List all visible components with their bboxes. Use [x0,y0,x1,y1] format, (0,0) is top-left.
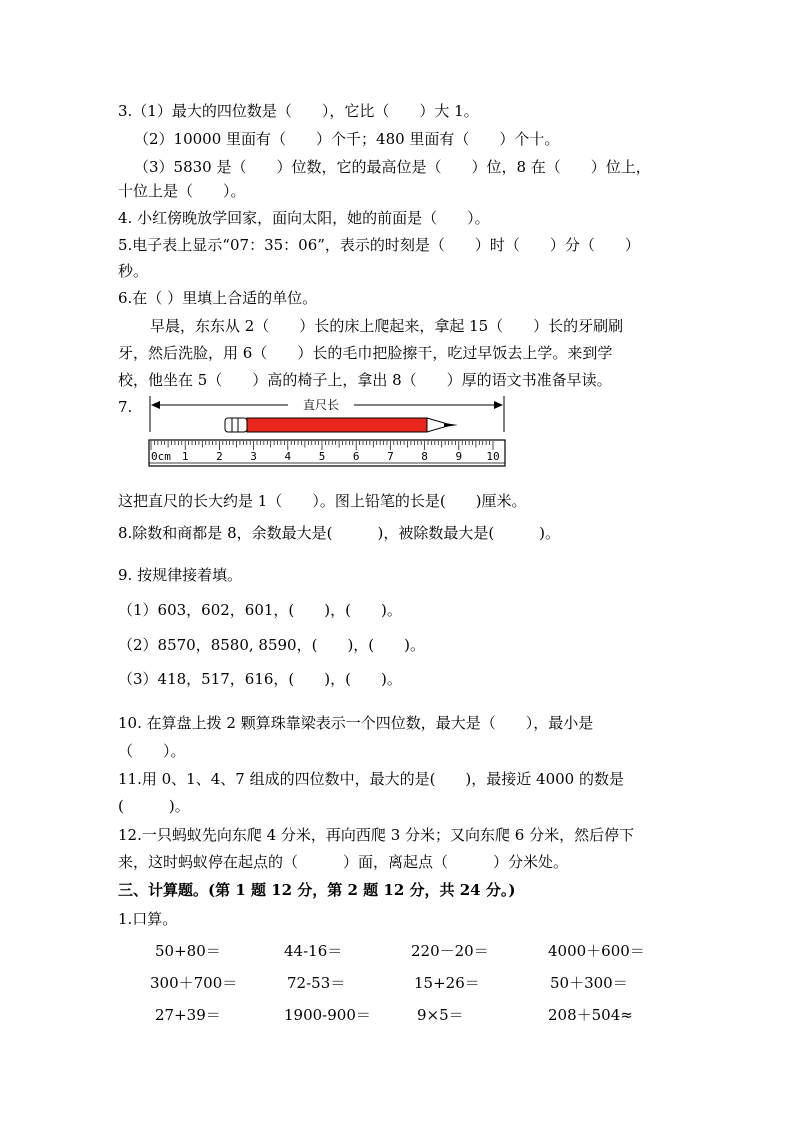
calc-item: 300＋700＝ [150,974,238,992]
q7-number: 7. [118,398,133,416]
ruler-number: 10 [486,450,500,463]
q12-line-1: 12.一只蚂蚁先向东爬 4 分米，再向西爬 3 分米；又向东爬 6 分米，然后停下 [118,826,635,844]
q9-item-3: （3）418，517，616，( )，( )。 [118,670,402,688]
calc-item: 27+39＝ [155,1006,221,1024]
q6-title: 6.在（ ）里填上合适的单位。 [118,289,318,307]
q6-line-3: 校，他坐在 5（ ）高的椅子上，拿出 8（ ）厚的语文书准备早读。 [118,371,612,389]
calc-item: 9×5＝ [417,1006,464,1024]
ruler-number: 9 [455,450,463,463]
calc-item: 15+26＝ [414,974,480,992]
calc-item: 44-16＝ [284,942,343,960]
pencil-image [225,418,458,432]
q4-text: 4. 小红傍晚放学回家，面向太阳，她的前面是（ ）。 [118,209,490,227]
calc-item: 208＋504≈ [548,1006,633,1024]
q11-line-2: ( )。 [118,797,190,815]
q3-line-4: 十位上是（ ）。 [118,182,246,200]
calc-item: 72-53＝ [287,974,346,992]
ruler-number: 4 [284,450,292,463]
ruler-number: 1 [181,450,189,463]
q8-text: 8.除数和商都是 8，余数最大是( )，被除数最大是( )。 [118,524,561,542]
ruler-number: 2 [216,450,223,463]
q7-question-text: 这把直尺的长大约是 1（ ）。图上铅笔的长是( )厘米。 [118,492,527,510]
calc-item: 1900-900＝ [284,1006,371,1024]
q3-line-3: （3）5830 是（ ）位数，它的最高位是（ ）位，8 在（ ）位上， [134,158,651,176]
calc-item: 220－20＝ [411,942,489,960]
q9-item-1: （1）603，602，601，( )，( )。 [118,601,402,619]
ruler-unit-label: 0cm [151,450,171,463]
q5-line-2: 秒。 [118,262,149,280]
section-3-title: 三、计算题。(第 1 题 12 分，第 2 题 12 分，共 24 分。) [118,881,516,899]
section-3-sub1: 1.口算。 [118,910,178,928]
q3-line-2: （2）10000 里面有（ ）个千；480 里面有（ ）个十。 [134,130,560,148]
ruler-number: 6 [352,450,360,463]
q6-line-1: 早晨，东东从 2（ ）长的床上爬起来，拿起 15（ ）长的牙刷刷 [150,317,624,335]
ruler-number: 7 [387,450,394,463]
calc-item: 4000＋600＝ [548,942,645,960]
q10-line-1: 10. 在算盘上拨 2 颗算珠靠梁表示一个四位数，最大是（ ），最小是 [118,714,594,732]
q9-item-2: （2）8570，8580, 8590，( )，( )。 [118,636,426,654]
q11-line-1: 11.用 0、1、4、7 组成的四位数中，最大的是( )，最接近 4000 的数是 [118,770,624,788]
q9-title: 9. 按规律接着填。 [118,566,243,584]
calc-item: 50+80＝ [155,942,221,960]
q3-line-1: 3.（1）最大的四位数是（ ），它比（ ）大 1。 [118,102,479,120]
q6-line-2: 牙，然后洗脸，用 6（ ）长的毛巾把脸擦干，吃过早饭去上学。来到学 [118,344,613,362]
q10-line-2: （ ）。 [118,742,186,760]
q12-line-2: 来，这时蚂蚁停在起点的（ ）面，离起点（ ）分米处。 [118,853,569,871]
ruler-number: 5 [318,450,326,463]
ruler-number: 8 [421,450,428,463]
ruler-number: 3 [250,450,257,463]
calc-item: 50＋300＝ [550,974,628,992]
q5-line-1: 5.电子表上显示“07：35：06”，表示的时刻是（ ）时（ ）分（ ） [118,236,640,254]
ruler-pencil-figure [148,396,508,468]
ruler-length-label: 直尺长 [302,398,340,412]
